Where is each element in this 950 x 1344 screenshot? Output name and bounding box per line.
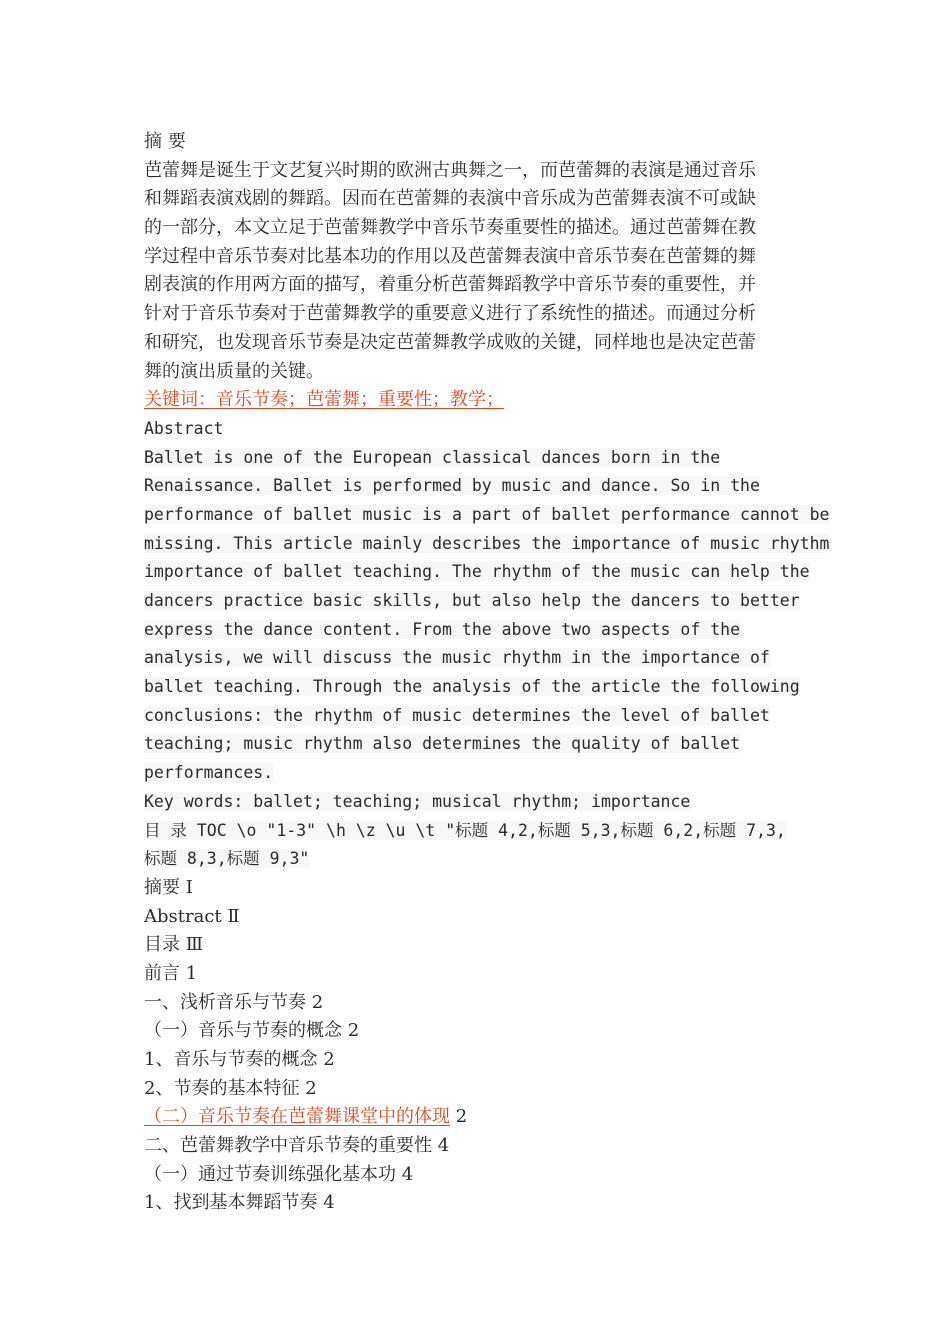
abstract-en-line: missing. This article mainly describes the importance of music rhythm [144,533,830,553]
toc-entry-link[interactable]: （二）音乐节奏在芭蕾舞课堂中的体现 [144,1106,450,1128]
abstract-en-line: conclusions: the rhythm of music determines the level of ballet [144,705,770,725]
toc-entry-title: 摘要 [144,876,180,898]
abstract-en-line: Renaissance. Ballet is performed by music and dance. So in the [144,476,760,496]
abstract-en-body [144,444,830,788]
toc-field-code-continued: 标题 8,3,标题 9,3" [144,849,310,869]
abstract-en-line: express the dance content. From the above two aspects of the [144,619,741,639]
abstract-cn-line: 剧表演的作用两方面的描写，着重分析芭蕾舞蹈教学中音乐节奏的重要性，并 [144,274,756,296]
toc-entry-page: 2 [323,1049,335,1070]
abstract-en-line: dancers practice basic skills, but also help the dancers to better [144,591,800,610]
toc-entry[interactable] [144,1017,824,1046]
abstract-en-line: ballet teaching. Through the analysis of the article the following [144,677,800,697]
toc-entry-title: Abstract [144,905,222,927]
abstract-en-heading: Abstract [144,418,224,438]
abstract-cn-line: 的一部分，本文立足于芭蕾舞教学中音乐节奏重要性的描述。通过芭蕾舞在教 [144,217,756,239]
abstract-en-line: performance of ballet music is a part of ballet performance cannot be [144,504,830,524]
toc-entry[interactable] [144,1189,824,1218]
toc-entry-page: 1 [185,962,198,984]
toc-entry[interactable] [144,1161,824,1190]
toc-field-code: 目 录 TOC \o "1-3" \h \z \u \t "标题 4,2,标题 5,3,标题 6,2,标题 7,3, [144,820,786,840]
abstract-cn-line: 和研究，也发现音乐节奏是决定芭蕾舞教学成败的关键，同样地也是决定芭蕾 [144,331,756,353]
toc-entry-title: 1、音乐与节奏的概念 [144,1049,318,1070]
keywords-cn-link[interactable]: 关键词：音乐节奏；芭蕾舞；重要性；教学； [144,389,504,411]
keywords-en: Key words: ballet; teaching; musical rhythm; importance [144,791,691,811]
toc-entry-page: 2 [455,1106,468,1128]
toc-entry[interactable] [144,1075,824,1104]
abstract-en-line: importance of ballet teaching. The rhythm of the music can help the [144,562,810,582]
toc-entry[interactable] [144,989,824,1018]
toc-entry-title: 二、芭蕾舞教学中音乐节奏的重要性 [144,1135,432,1157]
toc-entry[interactable] [144,903,824,932]
abstract-cn-line: 和舞蹈表演戏剧的舞蹈。因而在芭蕾舞的表演中音乐成为芭蕾舞表演不可或缺 [144,188,756,210]
toc-entry-page: 2 [311,991,324,1013]
abstract-en-line: analysis, we will discuss the music rhythm in the importance of [144,648,770,668]
toc-entry[interactable] [144,1103,824,1132]
toc-entry-page: 4 [401,1163,414,1185]
toc-entry-page: 4 [323,1192,335,1214]
table-of-contents [144,874,824,1218]
toc-entry-title: （一）音乐与节奏的概念 [144,1020,342,1042]
toc-entry[interactable] [144,960,824,989]
abstract-cn-body [144,157,824,387]
abstract-cn-heading: 摘 要 [144,131,186,152]
toc-entry[interactable] [144,874,824,903]
toc-entry[interactable] [144,1046,824,1075]
document-page [144,128,830,1218]
abstract-en-line: teaching; music rhythm also determines the quality of ballet [144,734,741,754]
toc-entry-page: 2 [305,1077,317,1099]
toc-entry-title: （一）通过节奏训练强化基本功 [144,1163,396,1185]
abstract-cn-line: 舞的演出质量的关键。 [144,360,324,382]
toc-entry-title: 1、找到基本舞蹈节奏 [144,1192,318,1214]
abstract-en-line: Ballet is one of the European classical dances born in the [144,447,721,467]
toc-entry-page: Ⅰ [185,876,193,898]
toc-entry-page: 2 [347,1020,360,1042]
abstract-cn-line: 学过程中音乐节奏对比基本功的作用以及芭蕾舞表演中音乐节奏在芭蕾舞的舞 [144,245,756,267]
toc-entry-title: 目录 [144,934,180,956]
toc-entry-page: 4 [437,1135,450,1157]
toc-entry-title: 2、节奏的基本特征 [144,1077,300,1099]
abstract-cn-line: 芭蕾舞是诞生于文艺复兴时期的欧洲古典舞之一，而芭蕾舞的表演是通过音乐 [144,159,756,181]
abstract-cn-line: 针对于音乐节奏对于芭蕾舞教学的重要意义进行了系统性的描述。而通过分析 [144,303,756,325]
toc-entry-title: 前言 [144,962,180,984]
toc-entry[interactable] [144,1132,824,1161]
toc-entry-page: Ⅱ [227,905,240,927]
toc-entry-title: 一、浅析音乐与节奏 [144,991,306,1013]
toc-entry[interactable] [144,931,824,960]
toc-entry-page: Ⅲ [185,934,204,956]
abstract-en-line: performances. [144,763,274,783]
